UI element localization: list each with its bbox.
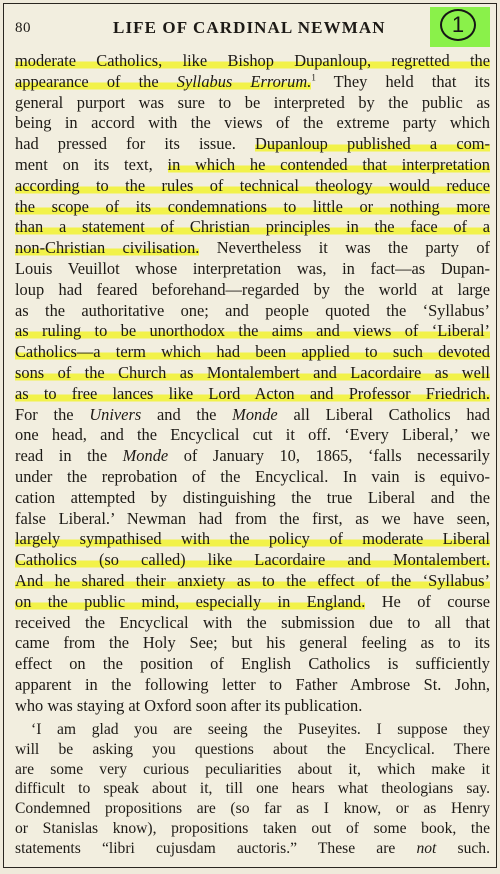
text-line xyxy=(15,799,490,819)
text-line xyxy=(15,238,490,259)
text-run: as the authoritative one; and people quoted the ‘Syllabus’ xyxy=(15,300,490,320)
text-line xyxy=(15,819,490,839)
highlighted-text: largely sympathised with the policy of moderate Liberal xyxy=(15,529,490,549)
highlighted-text: appearance of the xyxy=(15,71,177,91)
text-run: and the xyxy=(141,404,233,424)
text-run: apparent in the following letter to Father Ambrose St. John, xyxy=(15,674,490,694)
highlighted-text: as to free lances like Lord Acton and Professor Friedrich. xyxy=(15,383,490,403)
page-header xyxy=(13,14,490,40)
text-run: He of course xyxy=(365,591,490,611)
highlighted-text: moderate Catholics, like Bishop Dupanloup, regretted the xyxy=(15,51,490,70)
text-line xyxy=(15,696,490,717)
text-run: ment on its text, xyxy=(15,154,168,174)
body-paragraph xyxy=(15,51,490,717)
text-line xyxy=(15,760,490,780)
text-run: all Liberal Catholics had xyxy=(277,404,490,424)
text-line xyxy=(15,571,490,592)
text-line xyxy=(15,529,490,550)
highlighted-text: than a statement of Christian principles in the face of a xyxy=(15,217,490,237)
text-line xyxy=(15,654,490,675)
text-run: received the Encyclical with the submission due to all that xyxy=(15,612,490,632)
text-run: who was staying at Oxford soon after its publication. xyxy=(15,695,363,715)
text-line xyxy=(15,425,490,446)
text-run: Nevertheless it was the party of xyxy=(199,238,490,258)
annotation-marker xyxy=(430,7,490,47)
text-line xyxy=(15,405,490,426)
text-line xyxy=(15,301,490,322)
text-line xyxy=(15,363,490,384)
italic-text: Univers xyxy=(89,404,142,424)
footnote-ref: 1 xyxy=(311,72,316,83)
text-run: Condemned propositions are (so far as I know, or as Henry xyxy=(15,800,490,818)
text-run: one head, and the Encyclical cut it off. ‘Every Liberal,’ we xyxy=(15,425,490,445)
highlighted-text: Syllabus Errorum. xyxy=(176,71,312,91)
text-line xyxy=(15,839,490,859)
text-run: loup had feared beforehand—regarded by the world at large xyxy=(15,279,490,299)
text-run: such. xyxy=(436,839,490,857)
text-line xyxy=(15,740,490,760)
text-run: are some very curious peculiarities about it, which make it xyxy=(15,760,490,778)
text-run: For the xyxy=(15,404,90,424)
text-line xyxy=(15,134,490,155)
text-line xyxy=(15,446,490,467)
text-run: Louis Veuillot whose interpretation was, in fact—as Dupan- xyxy=(15,258,490,278)
text-run: read in the xyxy=(15,446,123,466)
text-run: had pressed for its issue. xyxy=(15,134,256,154)
highlighted-text: the scope of its condemnations to little or nothing more xyxy=(15,196,490,216)
highlighted-text: as ruling to be unorthodox the aims and views of ‘Liberal’ xyxy=(15,321,490,341)
text-run: They held that its xyxy=(315,71,490,91)
text-line xyxy=(15,321,490,342)
highlighted-text: on the public mind, especially in England. xyxy=(15,591,366,611)
text-run: effect on the position of English Catholics is sufficiently xyxy=(15,654,490,674)
text-line xyxy=(15,488,490,509)
highlighted-text: Catholics (so called) like Lacordaire and Montalembert. xyxy=(15,550,490,570)
highlighted-text: Catholics—a term which had been applied to such devoted xyxy=(15,342,490,362)
text-run: being in accord with the views of the extreme party which xyxy=(15,113,490,133)
highlighted-text: Dupanloup published a com- xyxy=(255,134,490,154)
text-line xyxy=(15,509,490,530)
page-number: 80 xyxy=(15,20,31,36)
text-run: or Stanislas know), propositions taken out of some book, the xyxy=(15,819,490,837)
text-line xyxy=(15,217,490,238)
text-line xyxy=(15,51,490,72)
text-line xyxy=(15,467,490,488)
highlighted-text: And he shared their anxiety as to the effect of the ‘Syllabus’ xyxy=(15,570,490,590)
text-line xyxy=(15,633,490,654)
text-run: difficult to speak about it, till one hears what theologians say. xyxy=(15,780,490,798)
highlighted-text: in which he contended that interpretation xyxy=(167,154,490,174)
text-line xyxy=(15,720,490,740)
text-line xyxy=(15,779,490,799)
text-run: ‘I am glad you are seeing the Puseyites. I suppose they xyxy=(31,721,490,738)
italic-text: Monde xyxy=(232,404,278,424)
text-line xyxy=(15,675,490,696)
text-line xyxy=(15,550,490,571)
book-page xyxy=(3,3,497,868)
italic-text: Monde xyxy=(122,446,169,466)
text-line xyxy=(15,113,490,134)
highlighted-text: sons of the Church as Montalembert and Lacordaire as well xyxy=(15,362,490,382)
text-line xyxy=(15,93,490,114)
highlighted-text: non-Christian civilisation. xyxy=(15,238,200,258)
text-run: general purport was sure to be interpreted by the public as xyxy=(15,92,490,112)
text-run: will be asking you questions about the Encyclical. There xyxy=(15,740,490,758)
running-head: LIFE OF CARDINAL NEWMAN xyxy=(113,18,386,37)
text-line xyxy=(15,384,490,405)
annotation-marker-number: 1 xyxy=(440,9,476,41)
text-line xyxy=(15,72,490,93)
highlighted-text: according to the rules of technical theology would reduce xyxy=(15,175,490,195)
text-run: under the reprobation of the Encyclical. In vain is equivo- xyxy=(15,466,490,486)
text-line xyxy=(15,197,490,218)
text-line xyxy=(15,342,490,363)
text-line xyxy=(15,592,490,613)
text-run: cation attempted by distinguishing the true Liberal and the xyxy=(15,487,490,507)
quoted-letter-paragraph xyxy=(15,720,490,859)
text-run: of January 10, 1865, ‘falls necessarily xyxy=(168,446,490,466)
italic-text: not xyxy=(416,839,437,857)
text-run: came from the Holy See; but his general feeling as to its xyxy=(15,633,490,653)
text-line xyxy=(15,280,490,301)
text-line xyxy=(15,613,490,634)
text-line xyxy=(15,176,490,197)
text-line xyxy=(15,155,490,176)
text-run: statements “libri cujusdam auctoris.” These are xyxy=(15,839,417,857)
text-line xyxy=(15,259,490,280)
text-run: false Liberal.’ Newman had from the first, as we have seen, xyxy=(15,508,490,528)
